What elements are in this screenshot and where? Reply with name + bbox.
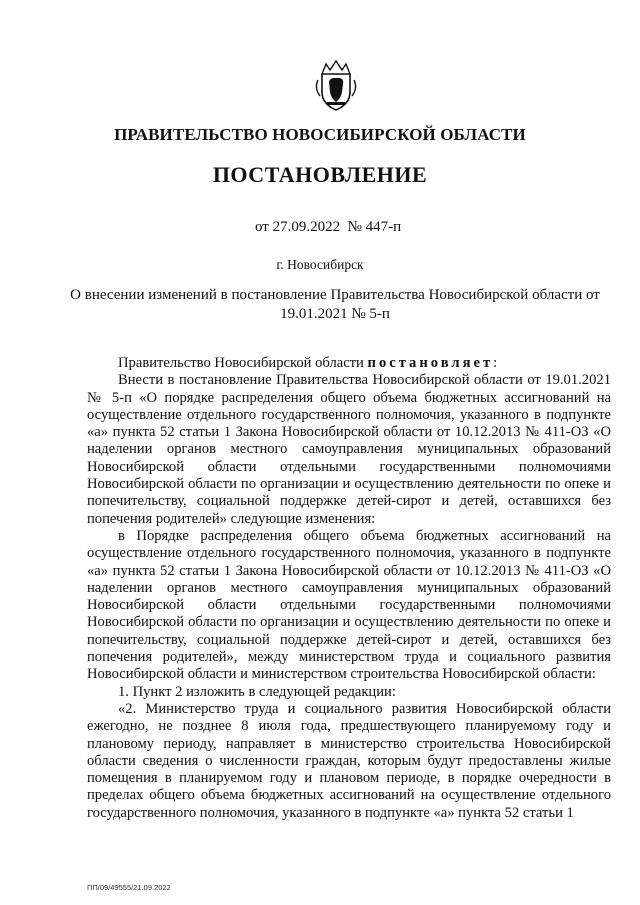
paragraph-1: Внести в постановление Правительства Новосибирской области от 19.01.2021 № 5-п «О порядке распределения общего объема бюджетных ассигнований на осуществление отдельного государственного полномочия, указанного в подпункте «а» пункта 52 статьи 1 Закона Новосибирской области от 10.12.2013 № 411-ОЗ «О наделении органов местного самоуправления муниципальных образований Новосибирской области отдельными государственными полномочиями Новосибирской области по организации и осуществлению деятельности по опеке и попечительству, социальной поддержке детей-сирот и детей, оставшихся без попечения родителей» следующие изменения: xyxy=(87,372,611,527)
paragraph-4: «2. Министерство труда и социального развития Новосибирской области ежегодно, не позднее 8 июля года, предшествующего планируемому году и плановому периоду, направляет в министерство строительства Новосибирской области сведения о численности граждан, которым будут предоставлены жилые помещения в планируемом году и плановом периоде, в порядке очередности в пределах общего объема бюджетных ассигнований на осуществление отдельного государственного полномочия, указанного в подпункте «а» пункта 52 статьи 1 xyxy=(87,700,611,821)
preamble-subject: Правительство Новосибирской области xyxy=(118,355,364,371)
document-date-line xyxy=(255,219,401,236)
number-sign: № xyxy=(347,219,362,235)
document-type: ПОСТАНОВЛЕНИЕ xyxy=(212,162,428,187)
city-name: г. Новосибирск xyxy=(276,257,364,272)
footer-code: ПП/09/49555/21.09.2022 xyxy=(87,883,171,892)
preamble-verb: постановляет xyxy=(367,355,494,371)
date-prefix: от xyxy=(255,219,269,235)
coat-of-arms-icon xyxy=(312,58,360,112)
document-date: 27.09.2022 xyxy=(272,219,341,235)
document-number: 447-п xyxy=(365,219,402,235)
document-title: О внесении изменений в постановление Правительства Новосибирской области от 19.01.2021 № 5-п xyxy=(70,287,600,322)
preamble-colon: : xyxy=(493,355,498,371)
paragraph-2: в Порядке распределения общего объема бюджетных ассигнований на осуществление отдельного государственного полномочия, указанного в подпункте «а» пункта 52 статьи 1 Закона Новосибирской области от 10.12.2013 № 411-ОЗ «О наделении органов местного самоуправления муниципальных образований Новосибирской области отдельными государственными полномочиями Новосибирской области по организации и осуществлению деятельности по опеке и попечительству, социальной поддержке детей-сирот и детей, оставшихся без попечения родителей», между министерством труда и социального развития Новосибирской области и министерством строительства Новосибирской области: xyxy=(87,527,611,683)
document-body xyxy=(87,355,611,822)
preamble-paragraph xyxy=(87,355,611,372)
paragraph-3: 1. Пункт 2 изложить в следующей редакции: xyxy=(118,683,396,700)
organization-name: ПРАВИТЕЛЬСТВО НОВОСИБИРСКОЙ ОБЛАСТИ xyxy=(114,125,526,144)
